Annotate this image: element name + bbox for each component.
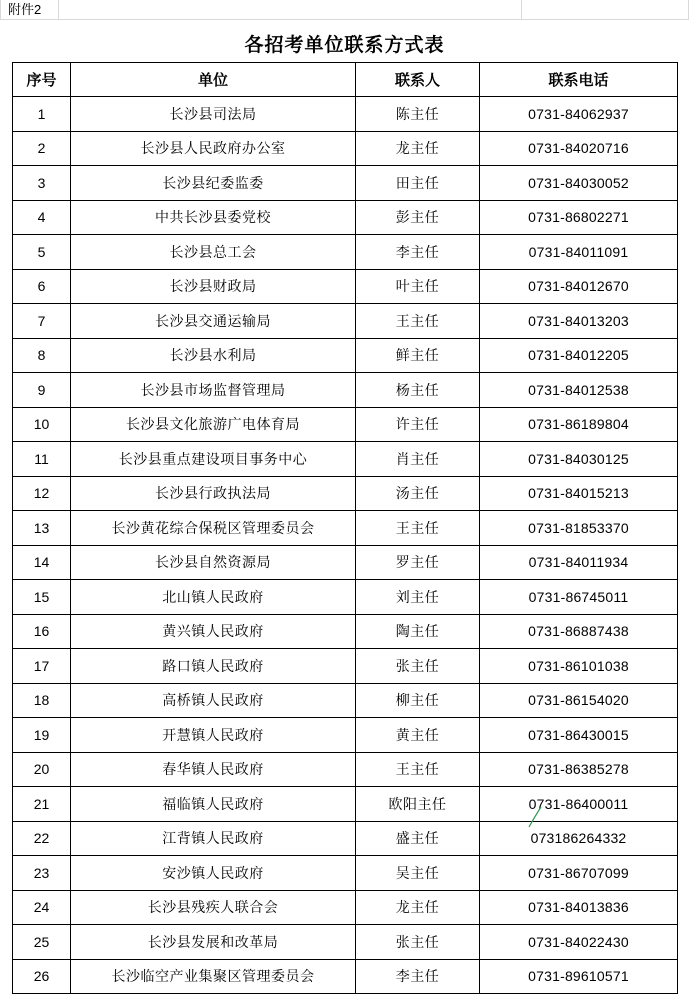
cell-phone: 0731-84015213 xyxy=(480,476,678,511)
cell-unit: 长沙县发展和改革局 xyxy=(71,925,356,960)
cell-contact: 汤主任 xyxy=(356,476,480,511)
cell-unit: 中共长沙县委党校 xyxy=(71,200,356,235)
cell-contact: 叶主任 xyxy=(356,269,480,304)
cell-unit: 长沙县总工会 xyxy=(71,235,356,270)
cell-phone: 0731-84012670 xyxy=(480,269,678,304)
table-row xyxy=(13,373,678,408)
cell-contact: 龙主任 xyxy=(356,131,480,166)
cell-unit: 江背镇人民政府 xyxy=(71,821,356,856)
cell-contact: 王主任 xyxy=(356,511,480,546)
contact-table xyxy=(12,62,678,994)
cell-unit: 长沙县市场监督管理局 xyxy=(71,373,356,408)
column-header-contact: 联系人 xyxy=(356,63,480,97)
cell-unit: 长沙县司法局 xyxy=(71,97,356,132)
cell-unit: 春华镇人民政府 xyxy=(71,752,356,787)
cell-phone: 0731-84022430 xyxy=(480,925,678,960)
cell-unit: 安沙镇人民政府 xyxy=(71,856,356,891)
cell-contact: 张主任 xyxy=(356,925,480,960)
cell-phone: 0731-84030125 xyxy=(480,442,678,477)
cell-index: 23 xyxy=(13,856,71,891)
table-row xyxy=(13,338,678,373)
table-row xyxy=(13,752,678,787)
cell-index: 9 xyxy=(13,373,71,408)
cell-contact: 龙主任 xyxy=(356,890,480,925)
cell-contact: 许主任 xyxy=(356,407,480,442)
cell-phone: 0731-84020716 xyxy=(480,131,678,166)
cell-index: 16 xyxy=(13,614,71,649)
cell-phone: 0731-86802271 xyxy=(480,200,678,235)
cell-unit: 黄兴镇人民政府 xyxy=(71,614,356,649)
cell-contact: 欧阳主任 xyxy=(356,787,480,822)
cell-phone: 0731-84012205 xyxy=(480,338,678,373)
table-row xyxy=(13,856,678,891)
table-row xyxy=(13,649,678,684)
cell-index: 3 xyxy=(13,166,71,201)
cell-phone: 0731-89610571 xyxy=(480,959,678,994)
cell-contact: 李主任 xyxy=(356,959,480,994)
table-row xyxy=(13,304,678,339)
cell-index: 20 xyxy=(13,752,71,787)
cell-unit: 长沙县纪委监委 xyxy=(71,166,356,201)
cell-phone: 0731-81853370 xyxy=(480,511,678,546)
cell-index: 2 xyxy=(13,131,71,166)
cell-contact: 刘主任 xyxy=(356,580,480,615)
cell-phone: 0731-84011091 xyxy=(480,235,678,270)
table-header-row xyxy=(13,63,678,97)
cell-index: 15 xyxy=(13,580,71,615)
cell-contact: 彭主任 xyxy=(356,200,480,235)
table-row xyxy=(13,614,678,649)
table-row xyxy=(13,580,678,615)
cell-index: 7 xyxy=(13,304,71,339)
cell-unit: 开慧镇人民政府 xyxy=(71,718,356,753)
cell-unit: 长沙黄花综合保税区管理委员会 xyxy=(71,511,356,546)
table-row xyxy=(13,235,678,270)
cell-index: 24 xyxy=(13,890,71,925)
cell-index: 17 xyxy=(13,649,71,684)
cell-phone: 0731-86887438 xyxy=(480,614,678,649)
cell-phone: 0731-84011934 xyxy=(480,545,678,580)
cell-contact: 盛主任 xyxy=(356,821,480,856)
cell-contact: 王主任 xyxy=(356,304,480,339)
cell-unit: 长沙县自然资源局 xyxy=(71,545,356,580)
cell-contact: 吴主任 xyxy=(356,856,480,891)
cell-unit: 长沙临空产业集聚区管理委员会 xyxy=(71,959,356,994)
table-row xyxy=(13,890,678,925)
cell-unit: 高桥镇人民政府 xyxy=(71,683,356,718)
cell-contact: 柳主任 xyxy=(356,683,480,718)
table-row xyxy=(13,683,678,718)
cell-phone: 0731-84013203 xyxy=(480,304,678,339)
cell-phone: 073186264332 xyxy=(480,821,678,856)
cell-unit: 北山镇人民政府 xyxy=(71,580,356,615)
cell-contact: 黄主任 xyxy=(356,718,480,753)
cell-index: 21 xyxy=(13,787,71,822)
header-rule xyxy=(0,0,689,20)
cell-phone: 0731-86430015 xyxy=(480,718,678,753)
cell-index: 8 xyxy=(13,338,71,373)
cell-index: 13 xyxy=(13,511,71,546)
cell-phone: 0731-86101038 xyxy=(480,649,678,684)
cell-unit: 福临镇人民政府 xyxy=(71,787,356,822)
cell-phone: 0731-86154020 xyxy=(480,683,678,718)
cell-unit: 长沙县交通运输局 xyxy=(71,304,356,339)
cell-contact: 鲜主任 xyxy=(356,338,480,373)
cell-phone: 0731-84013836 xyxy=(480,890,678,925)
cell-index: 12 xyxy=(13,476,71,511)
cell-contact: 田主任 xyxy=(356,166,480,201)
cell-contact: 陈主任 xyxy=(356,97,480,132)
cell-contact: 李主任 xyxy=(356,235,480,270)
cell-contact: 张主任 xyxy=(356,649,480,684)
cell-unit: 长沙县残疾人联合会 xyxy=(71,890,356,925)
table-row xyxy=(13,97,678,132)
column-header-index: 序号 xyxy=(13,63,71,97)
cell-index: 22 xyxy=(13,821,71,856)
cell-index: 1 xyxy=(13,97,71,132)
cell-index: 5 xyxy=(13,235,71,270)
table-row xyxy=(13,821,678,856)
cell-contact: 肖主任 xyxy=(356,442,480,477)
column-header-unit: 单位 xyxy=(71,63,356,97)
page-title: 各招考单位联系方式表 xyxy=(244,35,445,56)
cell-phone: 0731-86400011 xyxy=(480,787,678,822)
cell-phone: 0731-84062937 xyxy=(480,97,678,132)
cell-index: 14 xyxy=(13,545,71,580)
table-row xyxy=(13,269,678,304)
cell-unit: 长沙县行政执法局 xyxy=(71,476,356,511)
cell-index: 18 xyxy=(13,683,71,718)
table-row xyxy=(13,131,678,166)
cell-index: 26 xyxy=(13,959,71,994)
cell-index: 19 xyxy=(13,718,71,753)
cell-unit: 路口镇人民政府 xyxy=(71,649,356,684)
column-header-phone: 联系电话 xyxy=(480,63,678,97)
table-row xyxy=(13,442,678,477)
cell-phone: 0731-86707099 xyxy=(480,856,678,891)
cell-phone: 0731-84030052 xyxy=(480,166,678,201)
table-row xyxy=(13,925,678,960)
cell-unit: 长沙县财政局 xyxy=(71,269,356,304)
cell-unit: 长沙县人民政府办公室 xyxy=(71,131,356,166)
cell-phone: 0731-84012538 xyxy=(480,373,678,408)
cell-index: 10 xyxy=(13,407,71,442)
table-row xyxy=(13,511,678,546)
table-row xyxy=(13,166,678,201)
cell-index: 6 xyxy=(13,269,71,304)
attachment-label: 附件2 xyxy=(8,2,42,17)
table-row xyxy=(13,476,678,511)
cell-index: 25 xyxy=(13,925,71,960)
table-row xyxy=(13,787,678,822)
cell-contact: 王主任 xyxy=(356,752,480,787)
table-row xyxy=(13,959,678,994)
table-row xyxy=(13,718,678,753)
cell-index: 4 xyxy=(13,200,71,235)
table-row xyxy=(13,200,678,235)
cell-phone: 0731-86189804 xyxy=(480,407,678,442)
cell-phone: 0731-86385278 xyxy=(480,752,678,787)
table-row xyxy=(13,407,678,442)
cell-phone: 0731-86745011 xyxy=(480,580,678,615)
cell-contact: 罗主任 xyxy=(356,545,480,580)
cell-unit: 长沙县水利局 xyxy=(71,338,356,373)
table-row xyxy=(13,545,678,580)
cell-contact: 杨主任 xyxy=(356,373,480,408)
cell-unit: 长沙县文化旅游广电体育局 xyxy=(71,407,356,442)
cell-index: 11 xyxy=(13,442,71,477)
cell-unit: 长沙县重点建设项目事务中心 xyxy=(71,442,356,477)
cell-contact: 陶主任 xyxy=(356,614,480,649)
